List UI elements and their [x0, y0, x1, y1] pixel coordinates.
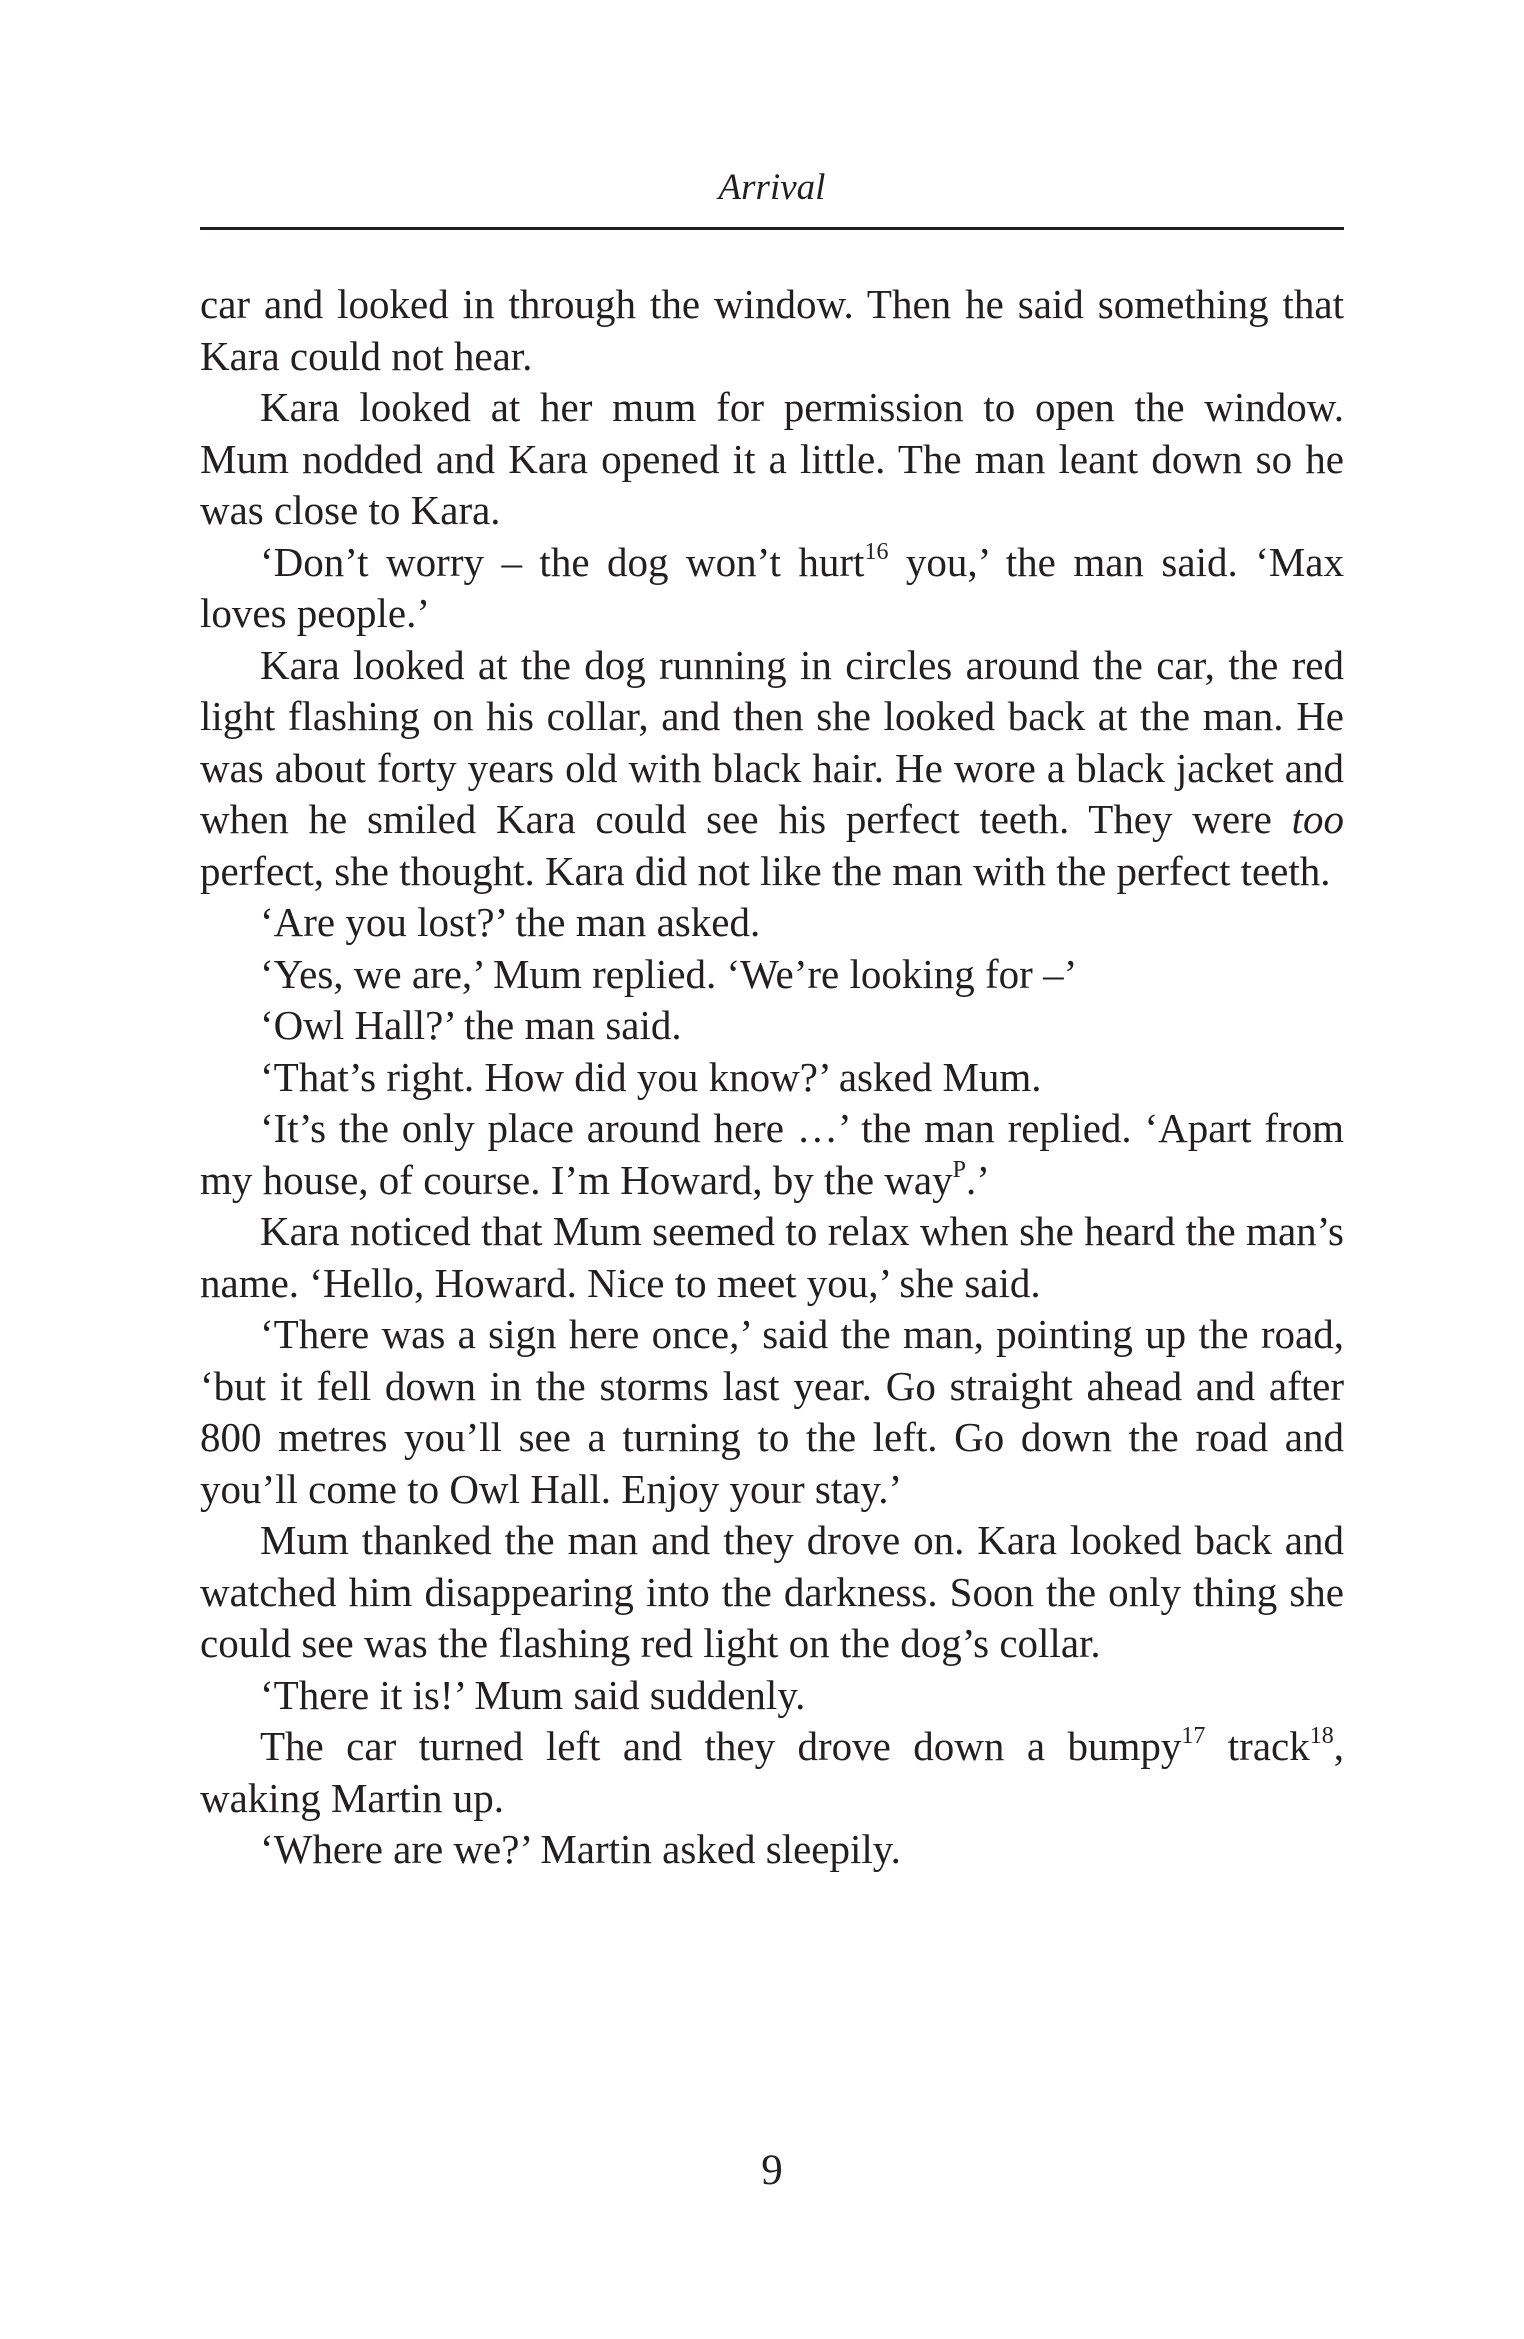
- paragraph: [200, 382, 1344, 537]
- footnote-marker: 16: [864, 538, 889, 565]
- paragraph: [200, 1721, 1344, 1824]
- paragraph: [200, 1309, 1344, 1515]
- text-run: .’: [965, 1156, 990, 1203]
- emphasis-text: too: [1291, 796, 1344, 842]
- text-run: , waking Martin up.: [200, 1723, 1344, 1821]
- paragraph: [200, 1103, 1344, 1206]
- paragraph: [200, 949, 1344, 1001]
- text-run: ‘Are you lost?’ the man asked.: [260, 899, 761, 945]
- text-run: Kara noticed that Mum seemed to relax when she heard the man’s name. ‘Hello, Howard. Nice to meet you,’ she said.: [200, 1208, 1344, 1306]
- text-run: ‘There was a sign here once,’ said the man, pointing up the road, ‘but it fell down in the storms last year. Go straight ahead and after 800 metres you’ll see a turning to the left. Go down the road and you’ll come to Owl Hall. Enjoy your stay.’: [200, 1311, 1344, 1512]
- text-run: Kara looked at her mum for permission to open the window. Mum nodded and Kara opened it a little. The man leant down so he was close to Kara.: [200, 384, 1344, 533]
- text-run: car and looked in through the window. Then he said something that Kara could not hear.: [200, 281, 1344, 379]
- text-run: ‘There it is!’ Mum said suddenly.: [260, 1671, 806, 1718]
- body-text: [200, 279, 1344, 1876]
- paragraph: [200, 537, 1344, 640]
- paragraph: [200, 1052, 1344, 1104]
- page-number: 9: [761, 2147, 783, 2194]
- text-run: The car turned left and they drove down a bumpy: [260, 1723, 1182, 1769]
- text-run: perfect, she thought. Kara did not like the man with the perfect teeth.: [200, 847, 1331, 894]
- paragraph: [200, 1206, 1344, 1309]
- text-run: ‘That’s right. How did you know?’ asked Mum.: [260, 1053, 1042, 1100]
- text-run: ‘Owl Hall?’ the man said.: [260, 1002, 682, 1048]
- text-run: ‘Yes, we are,’ Mum replied. ‘We’re looking for –’: [260, 950, 1078, 997]
- paragraph: [200, 897, 1344, 949]
- text-run: Kara looked at the dog running in circles around the car, the red light flashing on his collar, and then she looked back at the man. He was about forty years old with black hair. He wore a black jacket and when he smiled Kara could see his perfect teeth. They were: [200, 641, 1344, 842]
- paragraph: [200, 1824, 1344, 1876]
- footnote-marker: 17: [1181, 1723, 1206, 1749]
- footnote-marker: P: [952, 1156, 966, 1183]
- text-run: Mum thanked the man and they drove on. Kara looked back and watched him disappearing into the darkness. Soon the only thing she could see was the flashing red light on the dog’s collar.: [200, 1517, 1344, 1666]
- text-run: ‘Where are we?’ Martin asked sleepily.: [260, 1826, 901, 1872]
- text-run: you,’ the man said. ‘Max loves people.’: [200, 538, 1344, 636]
- text-run: track: [1205, 1723, 1310, 1769]
- text-run: ‘It’s the only place around here …’ the man replied. ‘Apart from my house, of course. I’m Howard, by the way: [200, 1105, 1344, 1203]
- paragraph: [200, 1670, 1344, 1722]
- footnote-marker: 18: [1309, 1723, 1334, 1749]
- paragraph: [200, 640, 1344, 898]
- header-rule: [200, 227, 1344, 230]
- paragraph: [200, 1000, 1344, 1052]
- running-head: Arrival: [718, 167, 826, 208]
- text-run: ‘Don’t worry – the dog won’t hurt: [260, 538, 865, 585]
- paragraph: [200, 279, 1344, 382]
- paragraph: [200, 1515, 1344, 1670]
